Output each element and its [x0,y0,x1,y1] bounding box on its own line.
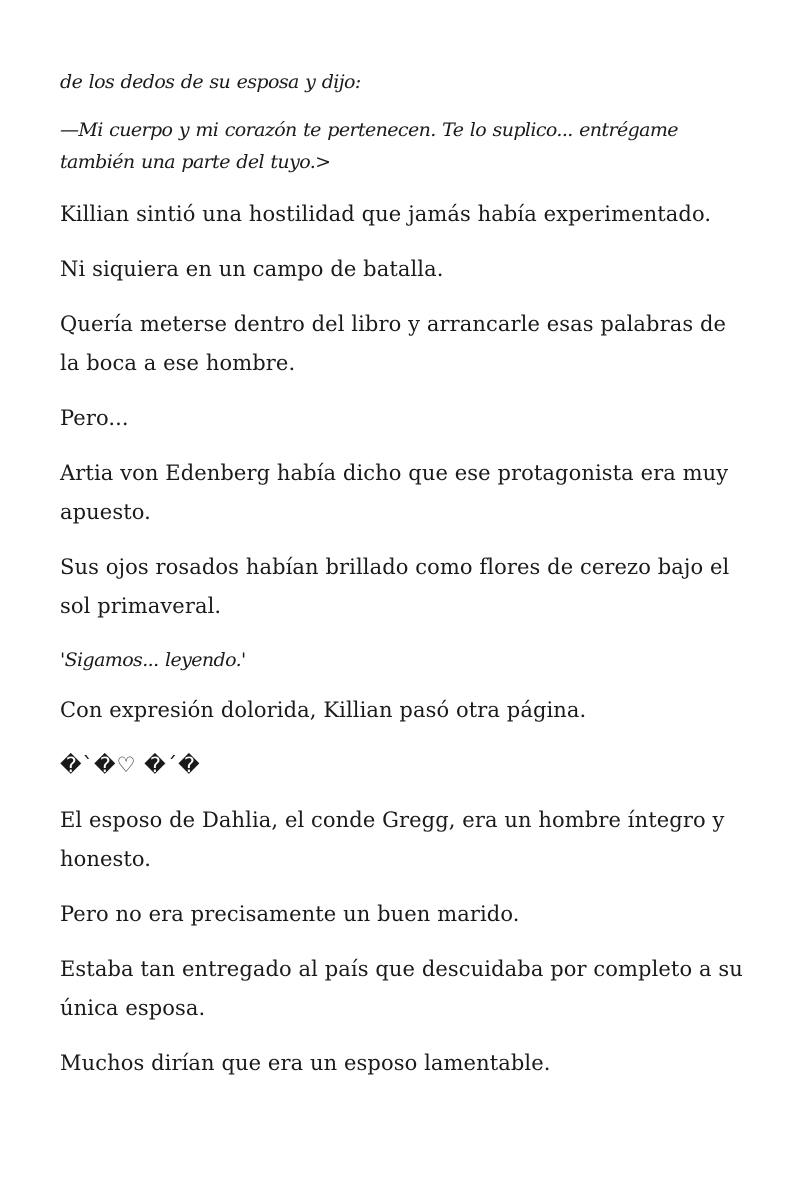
italic-dialogue: —Mi cuerpo y mi corazón te pertenecen. Te lo suplico... entrégame también una parte del tuyo.> [60,119,678,173]
scene-separator: �`�♡ �´� [60,753,201,777]
paragraph: El esposo de Dahlia, el conde Gregg, era un hombre íntegro y honesto. [60,808,725,871]
paragraph: Pero... [60,406,129,430]
italic-thought: 'Sigamos... leyendo.' [60,649,246,671]
italic-paragraph: de los dedos de su esposa y dijo: [60,71,361,93]
paragraph: Muchos dirían que era un esposo lamentable. [60,1051,551,1075]
paragraph: Con expresión dolorida, Killian pasó otra página. [60,698,587,722]
paragraph: Ni siquiera en un campo de batalla. [60,257,444,281]
paragraph: Pero no era precisamente un buen marido. [60,902,520,926]
paragraph: Quería meterse dentro del libro y arrancarle esas palabras de la boca a ese hombre. [60,312,727,375]
document-page [60,0,750,1200]
paragraph: Sus ojos rosados habían brillado como flores de cerezo bajo el sol primaveral. [60,555,730,618]
paragraph: Estaba tan entregado al país que descuidaba por completo a su única esposa. [60,957,743,1020]
paragraph: Artia von Edenberg había dicho que ese protagonista era muy apuesto. [60,461,729,524]
paragraph: Killian sintió una hostilidad que jamás había experimentado. [60,202,712,226]
